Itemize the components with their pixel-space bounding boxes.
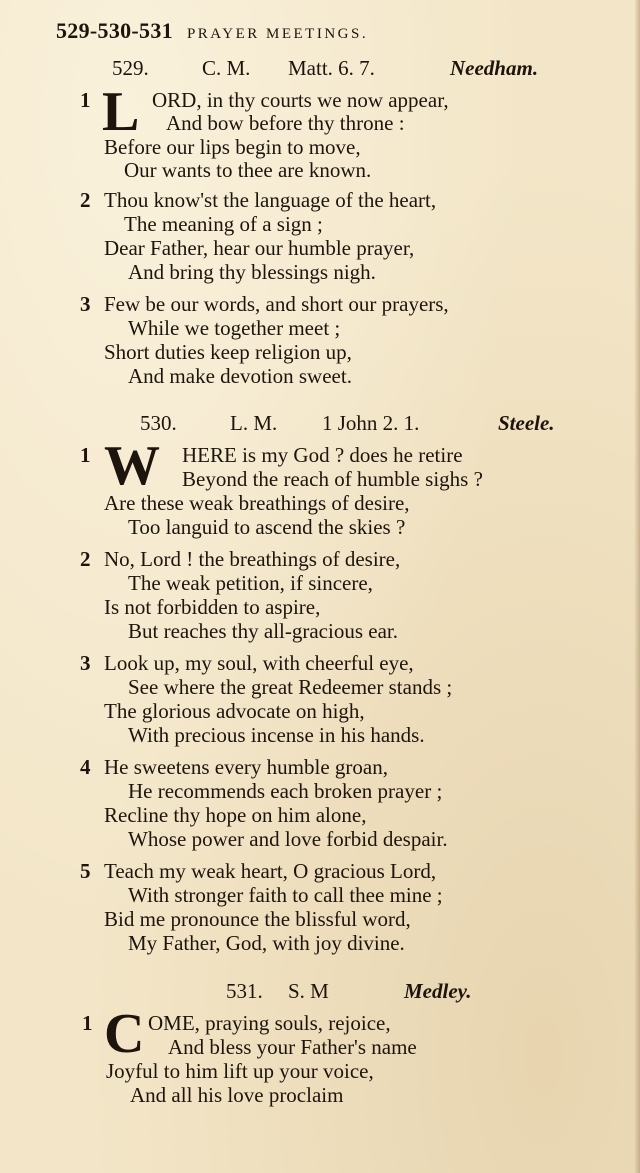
- verse-line: HERE is my God ? does he retire: [182, 443, 463, 467]
- verse-line: Our wants to thee are known.: [124, 158, 372, 182]
- hymn-meter: L. M.: [230, 411, 278, 435]
- verse-number: 1: [80, 443, 91, 467]
- verse-line: Joyful to him lift up your voice,: [106, 1059, 374, 1083]
- drop-cap-letter: C: [104, 1003, 145, 1065]
- hymn-scripture: Matt. 6. 7.: [288, 56, 375, 80]
- verse-number: 1: [80, 88, 91, 112]
- verse-number: 4: [80, 755, 91, 779]
- hymn-number: 530.: [140, 411, 177, 435]
- verse-line: OME, praying souls, rejoice,: [148, 1011, 391, 1035]
- verse-number: 3: [80, 651, 91, 675]
- verse-line: My Father, God, with joy divine.: [128, 931, 405, 955]
- verse-line: ORD, in thy courts we now appear,: [152, 88, 449, 112]
- verse-line: Beyond the reach of humble sighs ?: [182, 467, 483, 491]
- header-section-title: PRAYER MEETINGS.: [186, 26, 369, 42]
- hymn-meter: C. M.: [202, 56, 251, 80]
- verse-line: Are these weak breathings of desire,: [104, 491, 410, 515]
- verse-line: But reaches thy all-gracious ear.: [128, 619, 398, 643]
- verse-line: See where the great Redeemer stands ;: [128, 675, 453, 699]
- verse-line: And bless your Father's name: [168, 1035, 417, 1059]
- verse-line: Few be our words, and short our prayers,: [104, 292, 449, 316]
- verse-line: With precious incense in his hands.: [128, 723, 425, 747]
- verse-number: 5: [80, 859, 91, 883]
- drop-cap-letter: W: [104, 435, 160, 497]
- hymn-heading-530: [0, 411, 640, 437]
- verse-line: The weak petition, if sincere,: [128, 571, 373, 595]
- hymn-heading-529: [0, 56, 640, 82]
- hymn-scripture: 1 John 2. 1.: [322, 411, 420, 435]
- verse-line: Look up, my soul, with cheerful eye,: [104, 651, 414, 675]
- verse-line: Teach my weak heart, O gracious Lord,: [104, 859, 437, 883]
- verse-number: 3: [80, 292, 91, 316]
- verse-line: He recommends each broken prayer ;: [128, 779, 443, 803]
- verse-line: The glorious advocate on high,: [104, 699, 365, 723]
- hymn-tune: Needham.: [450, 56, 539, 80]
- verse-number: 2: [80, 188, 91, 212]
- hymn-number: 529.: [112, 56, 149, 80]
- hymn-meter: S. M: [288, 979, 329, 1003]
- verse-line: Bid me pronounce the blissful word,: [104, 907, 411, 931]
- verse-line: Dear Father, hear our humble prayer,: [104, 236, 415, 260]
- verse-number: 1: [82, 1011, 93, 1035]
- hymn-tune: Medley.: [404, 979, 472, 1003]
- verse-line: Thou know'st the language of the heart,: [104, 188, 437, 212]
- verse-line: And all his love proclaim: [130, 1083, 344, 1107]
- verse-line: And bow before thy throne :: [166, 111, 405, 135]
- verse-line: While we together meet ;: [128, 316, 341, 340]
- header-hymn-numbers: 529-530-531: [56, 18, 173, 43]
- hymn-tune: Steele.: [498, 411, 555, 435]
- hymn-number: 531.: [226, 979, 263, 1003]
- verse-line: And make devotion sweet.: [128, 364, 352, 388]
- verse-line: Short duties keep religion up,: [104, 340, 352, 364]
- verse-line: He sweetens every humble groan,: [104, 755, 388, 779]
- running-header: [56, 18, 368, 44]
- verse-line: Whose power and love forbid despair.: [128, 827, 448, 851]
- verse-line: With stronger faith to call thee mine ;: [128, 883, 443, 907]
- verse-line: Too languid to ascend the skies ?: [128, 515, 406, 539]
- verse-line: And bring thy blessings nigh.: [128, 260, 376, 284]
- verse-line: Is not forbidden to aspire,: [104, 595, 321, 619]
- verse-number: 2: [80, 547, 91, 571]
- verse-line: No, Lord ! the breathings of desire,: [104, 547, 401, 571]
- verse-line: Before our lips begin to move,: [104, 135, 361, 159]
- hymn-heading-531: [0, 979, 640, 1005]
- drop-cap-letter: L: [102, 81, 140, 143]
- verse-line: The meaning of a sign ;: [124, 212, 323, 236]
- verse-line: Recline thy hope on him alone,: [104, 803, 367, 827]
